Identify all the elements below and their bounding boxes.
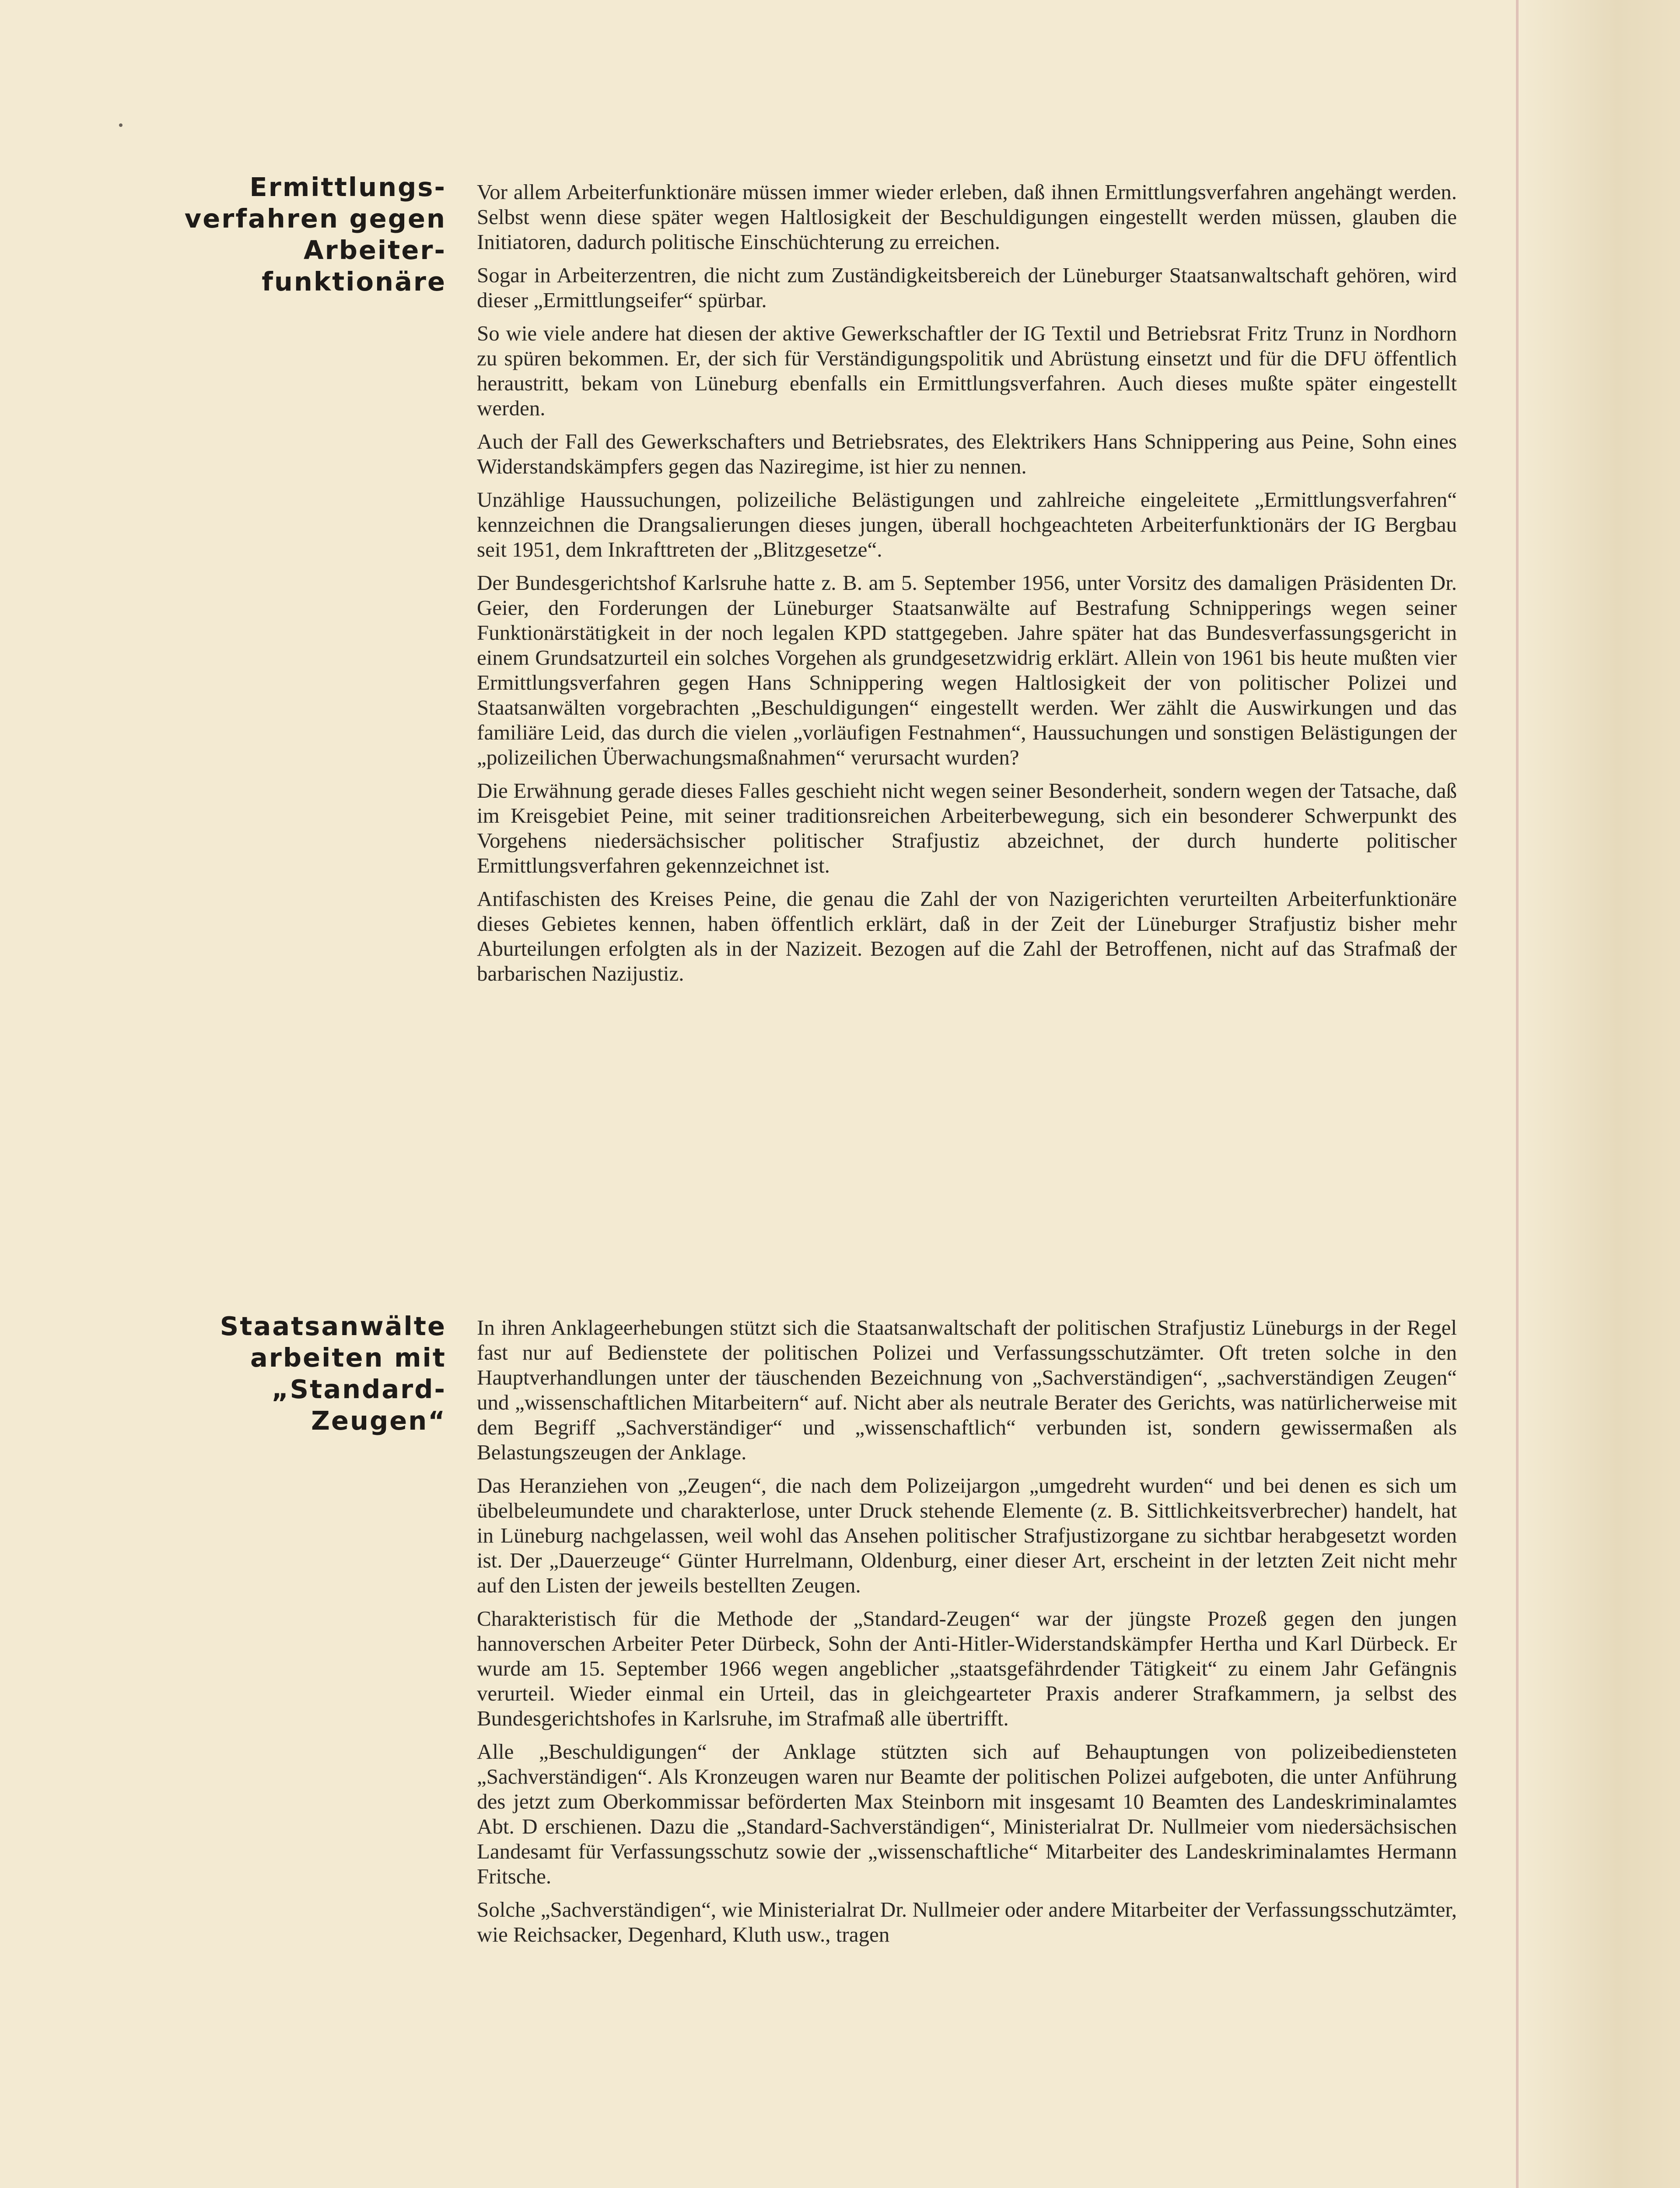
paragraph: Das Heranziehen von „Zeugen“, die nach dem Polizeijargon „umgedreht wurden“ und bei denen es sich um übelbeleumundete und charakterlose, unter Druck stehende Elemente (z. B. Sittlichkeitsverbrecher) handelt, hat in Lüneburg nachgelassen, weil wohl das Ansehen politischer Strafjustizorgane zu sichtbar herabgesetzt worden ist. Der „Dauerzeuge“ Günter Hurrelmann, Oldenburg, einer dieser Art, erscheint in der letzten Zeit nicht mehr auf den Listen der jeweils bestellten Zeugen. [477,1473,1457,1597]
body-column-section-1 [477,179,1457,994]
paragraph: In ihren Anklageerhebungen stützt sich die Staatsanwaltschaft der politischen Strafjustiz Lüneburgs in der Regel fast nur auf Bedienstete der politischen Polizei und Verfassungsschutzämter. Oft treten solche in den Hauptverhandlungen unter der täuschenden Bezeichnung von „Sachverständigen“, „sachverständigen Zeugen“ und „wissenschaftlichen Mitarbeitern“ auf. Nicht aber als neutrale Berater des Gerichts, was natürlicherweise mit dem Begriff „Sachverständiger“ und „wissenschaftlich“ verbunden ist, sondern gewissermaßen als Belastungszeugen der Anklage. [477,1315,1457,1464]
side-heading-line: Staatsanwälte [220,1311,446,1341]
side-heading-line: arbeiten mit [250,1343,446,1373]
side-heading-line: verfahren gegen [184,203,446,234]
paper-edge [1522,0,1680,2188]
paragraph: Die Erwähnung gerade dieses Falles geschieht nicht wegen seiner Besonderheit, sondern wegen der Tatsache, daß im Kreisgebiet Peine, mit seiner traditionsreichen Arbeiterbewegung, sich ein besonderer Schwerpunkt des Vorgehens niedersächsischer politischer Strafjustiz abzeichnet, der durch hunderte politischer Ermittlungsverfahren gekennzeichnet ist. [477,778,1457,877]
side-heading-line: funktionäre [262,266,446,297]
side-heading-line: Arbeiter- [303,235,446,265]
fold-line [1516,0,1519,2188]
paragraph: Unzählige Haussuchungen, polizeiliche Belästigungen und zahlreiche eingeleitete „Ermittlungsverfahren“ kennzeichnen die Drangsalierungen dieses jungen, überall hochgeachteten Arbeiterfunktionärs der IG Bergbau seit 1951, dem Inkrafttreten der „Blitzgesetze“. [477,487,1457,561]
paragraph: Antifaschisten des Kreises Peine, die genau die Zahl der von Nazigerichten verurteilten Arbeiterfunktionäre dieses Gebietes kennen, haben öffentlich erklärt, daß in der Zeit der Lüneburger Strafjustiz bisher mehr Aburteilungen erfolgten als in der Nazizeit. Bezogen auf die Zahl der Betroffenen, nicht auf das Strafmaß der barbarischen Nazijustiz. [477,887,1457,985]
side-heading-line: Ermittlungs- [249,172,446,202]
body-column-section-2 [477,1315,1457,1955]
ink-speck [119,123,122,127]
paragraph: Charakteristisch für die Methode der „Standard-Zeugen“ war der jüngste Prozeß gegen den jungen hannoverschen Arbeiter Peter Dürbeck, Sohn der Anti-Hitler-Widerstandskämpfer Hertha und Karl Dürbeck. Er wurde am 15. September 1966 wegen angeblicher „staatsgefährdender Tätigkeit“ zu einem Jahr Gefängnis verurteil. Wieder einmal ein Urteil, das in gleichgearteter Praxis anderer Strafkammern, ja selbst des Bundesgerichtshofes in Karlsruhe, im Strafmaß alle übertrifft. [477,1606,1457,1730]
paragraph: Vor allem Arbeiterfunktionäre müssen immer wieder erleben, daß ihnen Ermittlungsverfahren angehängt werden. Selbst wenn diese später wegen Haltlosigkeit der Beschuldigungen eingestellt werden müssen, glauben die Initiatoren, dadurch politische Einschüchterung zu erreichen. [477,180,1457,254]
paragraph: Sogar in Arbeiterzentren, die nicht zum Zuständigkeitsbereich der Lüneburger Staatsanwaltschaft gehören, wird dieser „Ermittlungseifer“ spürbar. [477,263,1457,312]
paragraph: Alle „Beschuldigungen“ der Anklage stützten sich auf Behauptungen von polizeibediensteten „Sachverständigen“. Als Kronzeugen waren nur Beamte der politischen Polizei aufgeboten, die unter Anführung des jetzt zum Oberkommissar beförderten Max Steinborn mit insgesamt 10 Beamten des Landeskriminalamtes Abt. D erschienen. Dazu die „Standard-Sachverständigen“, Ministerialrat Dr. Nullmeier vom niedersächsischen Landesamt für Verfassungsschutz sowie der „wissenschaftliche“ Mitarbeiter des Landeskriminalamtes Hermann Fritsche. [477,1739,1457,1888]
paragraph: So wie viele andere hat diesen der aktive Gewerkschaftler der IG Textil und Betriebsrat Fritz Trunz in Nordhorn zu spüren bekommen. Er, der sich für Verständigungspolitik und Abrüstung einsetzt und für die DFU öffentlich heraustritt, bekam von Lüneburg ebenfalls ein Ermittlungsverfahren. Auch dieses mußte später eingestellt werden. [477,321,1457,420]
side-heading-line: Zeugen“ [311,1406,446,1436]
side-heading-line: „Standard- [271,1374,446,1404]
paragraph: Der Bundesgerichtshof Karlsruhe hatte z. B. am 5. September 1956, unter Vorsitz des damaligen Präsidenten Dr. Geier, den Forderungen der Lüneburger Staatsanwälte auf Bestrafung Schnipperings wegen seiner Funktionärstätigkeit in der noch legalen KPD stattgegeben. Jahre später hat das Bundesverfassungsgericht in einem Grundsatzurteil ein solches Vorgehen als grundgesetzwidrig erklärt. Allein von 1961 bis heute mußten vier Ermittlungsverfahren gegen Hans Schnippering wegen Haltlosigkeit der von politischer Polizei und Staatsanwälten vorgebrachten „Beschuldigungen“ eingestellt werden. Wer zählt die Auswirkungen und das familiäre Leid, das durch die vielen „vorläufigen Festnahmen“, Haussuchungen und sonstigen Belästigungen der „polizeilichen Überwachungsmaßnahmen“ verursacht wurden? [477,571,1457,769]
side-heading-staatsanwaelte [184,1311,446,1437]
paragraph: Auch der Fall des Gewerkschafters und Betriebsrates, des Elektrikers Hans Schnippering aus Peine, Sohn eines Widerstandskämpfers gegen das Naziregime, ist hier zu nennen. [477,429,1457,478]
side-heading-ermittlungsverfahren [184,172,446,298]
paragraph: Solche „Sachverständigen“, wie Ministerialrat Dr. Nullmeier oder andere Mitarbeiter der Verfassungsschutzämter, wie Reichsacker, Degenhard, Kluth usw., tragen [477,1897,1457,1946]
